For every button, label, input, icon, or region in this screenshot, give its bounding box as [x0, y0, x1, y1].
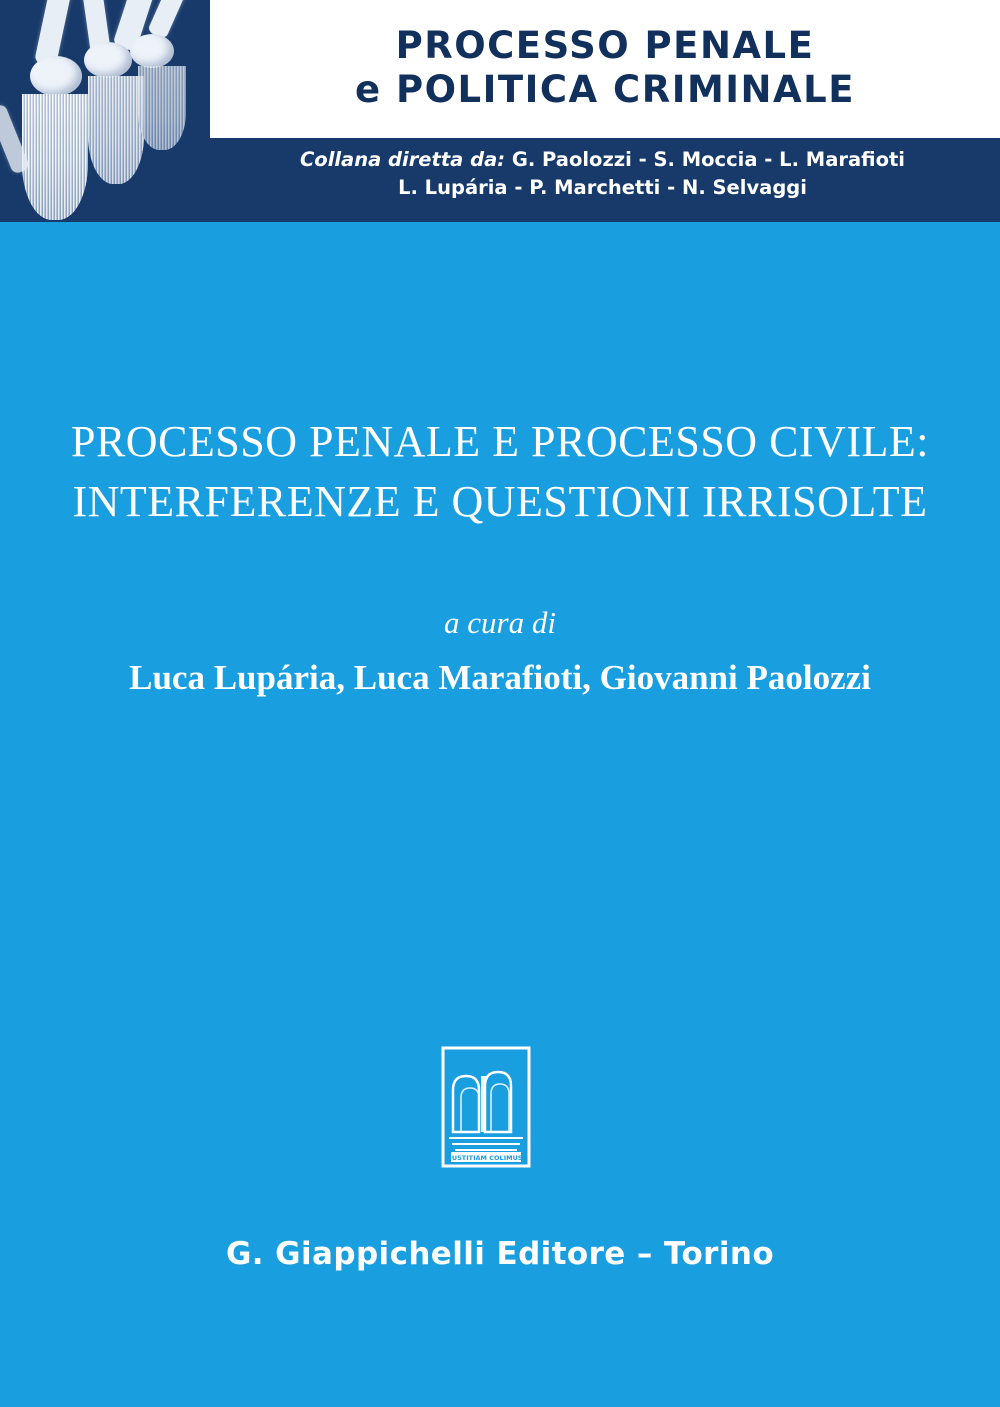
page-title	[40, 412, 960, 532]
series-editors	[215, 146, 990, 203]
edited-by-label: a cura di	[444, 605, 556, 640]
series-editors-names-1: G. Paolozzi - S. Moccia - L. Marafioti	[505, 148, 905, 171]
series-editors-line-1	[215, 146, 990, 174]
series-title-line-1: PROCESSO PENALE	[395, 24, 815, 67]
series-title-line-2: e POLITICA CRIMINALE	[354, 67, 855, 111]
tassel-artwork	[0, 0, 210, 222]
series-title	[230, 24, 980, 111]
series-editors-label: Collana diretta da:	[299, 148, 506, 171]
book-title-line-2: INTERFERENZE E QUESTIONI IRRISOLTE	[72, 476, 928, 526]
publisher-logo-motto: IUSTITIAM COLIMUS	[449, 1154, 523, 1162]
book-title-line-1: PROCESSO PENALE E PROCESSO CIVILE:	[70, 417, 929, 466]
header-band	[0, 0, 1000, 222]
series-editors-line-2: L. Lupária - P. Marchetti - N. Selvaggi	[398, 176, 807, 200]
publisher-logo-icon	[441, 1046, 531, 1168]
publisher-name: G. Giappichelli Editore – Torino	[225, 1236, 775, 1272]
book-editors: Luca Lupária, Luca Marafioti, Giovanni Paolozzi	[129, 658, 871, 697]
